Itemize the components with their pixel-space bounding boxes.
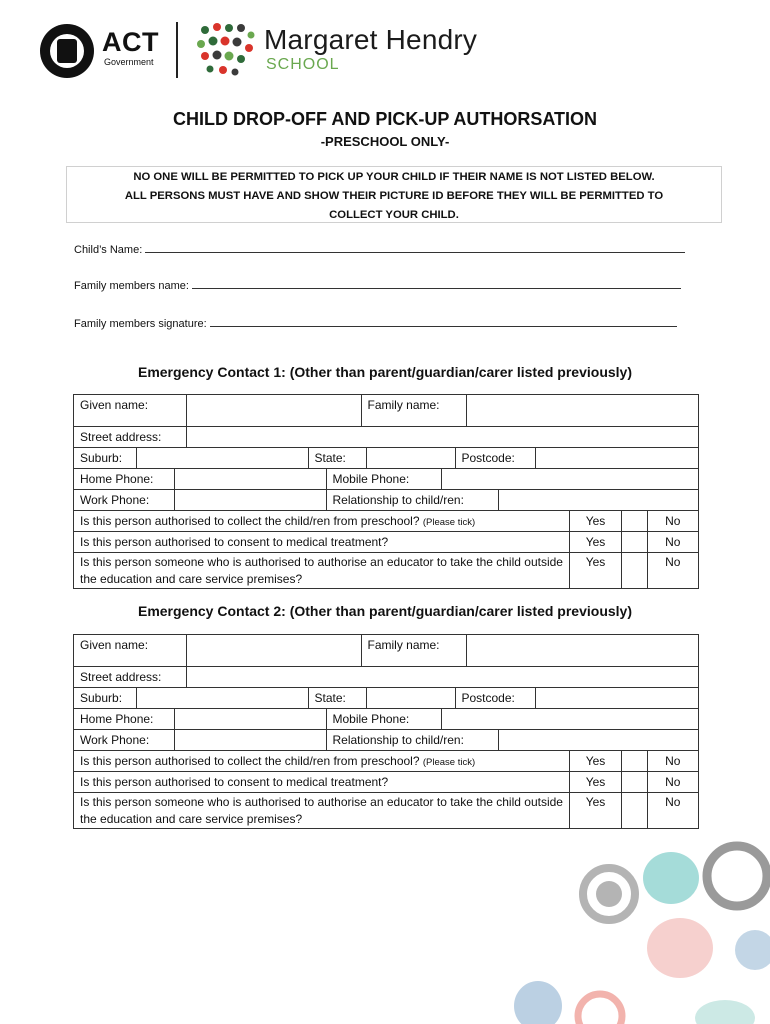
mobile-phone-input[interactable] bbox=[441, 469, 698, 489]
no-label: No bbox=[665, 775, 681, 789]
family-name-field bbox=[74, 278, 681, 293]
given-family-row bbox=[74, 635, 699, 666]
no-checkbox[interactable] bbox=[622, 532, 647, 552]
given-name-label: Given name: bbox=[74, 395, 186, 426]
no-cell bbox=[622, 511, 699, 532]
child-name-label: Child’s Name: bbox=[74, 244, 143, 256]
suburb-label: Suburb: bbox=[74, 688, 136, 708]
logo-divider bbox=[176, 22, 178, 78]
work-phone-input[interactable] bbox=[174, 490, 326, 510]
family-name-label: Family members name: bbox=[74, 280, 189, 292]
suburb-row bbox=[74, 448, 698, 468]
emergency-contact-2-table bbox=[73, 634, 699, 829]
state-input[interactable] bbox=[366, 448, 455, 468]
work-row bbox=[74, 490, 698, 510]
family-signature-label: Family members signature: bbox=[74, 318, 207, 330]
postcode-label: Postcode: bbox=[455, 448, 535, 468]
warning-line: ALL PERSONS MUST HAVE AND SHOW THEIR PICTURE ID BEFORE THEY WILL BE PERMITTED TO bbox=[124, 190, 664, 202]
warning-line: COLLECT YOUR CHILD. bbox=[329, 209, 459, 221]
family-signature-field bbox=[74, 316, 677, 331]
phone-row bbox=[74, 709, 698, 729]
state-input[interactable] bbox=[366, 688, 455, 708]
yes-checkbox[interactable]: Yes bbox=[570, 751, 622, 772]
act-logo-subtext: Government bbox=[104, 57, 154, 67]
state-label: State: bbox=[308, 688, 366, 708]
postcode-input[interactable] bbox=[535, 688, 698, 708]
home-phone-label: Home Phone: bbox=[74, 469, 174, 489]
home-phone-label: Home Phone: bbox=[74, 709, 174, 729]
no-checkbox[interactable] bbox=[622, 511, 647, 531]
question-medical: Is this person authorised to consent to medical treatment? bbox=[74, 532, 570, 553]
act-government-logo bbox=[40, 22, 170, 80]
act-logo-text: ACT bbox=[102, 27, 159, 57]
no-cell bbox=[622, 772, 699, 793]
yes-checkbox[interactable]: Yes bbox=[570, 793, 622, 829]
mobile-phone-label: Mobile Phone: bbox=[326, 709, 441, 729]
no-cell bbox=[622, 793, 699, 829]
suburb-row bbox=[74, 688, 698, 708]
postcode-label: Postcode: bbox=[455, 688, 535, 708]
suburb-label: Suburb: bbox=[74, 448, 136, 468]
family-name-label: Family name: bbox=[361, 395, 466, 426]
act-crest-icon bbox=[40, 24, 94, 78]
given-name-input[interactable] bbox=[186, 395, 361, 426]
work-phone-label: Work Phone: bbox=[74, 730, 174, 750]
relationship-input[interactable] bbox=[498, 490, 698, 510]
school-name: Margaret Hendry bbox=[264, 24, 478, 55]
home-phone-input[interactable] bbox=[174, 709, 326, 729]
no-checkbox[interactable] bbox=[622, 553, 647, 588]
state-label: State: bbox=[308, 448, 366, 468]
no-label: No bbox=[665, 754, 681, 768]
given-family-row bbox=[74, 395, 699, 426]
mobile-phone-input[interactable] bbox=[441, 709, 698, 729]
emergency-contact-1-heading: Emergency Contact 1: (Other than parent/guardian/carer listed previously) bbox=[137, 364, 632, 380]
family-name-label: Family name: bbox=[361, 635, 466, 666]
phone-row bbox=[74, 469, 698, 489]
no-cell bbox=[622, 532, 699, 553]
no-checkbox[interactable] bbox=[622, 772, 647, 792]
street-label: Street address: bbox=[74, 427, 186, 447]
family-signature-input[interactable] bbox=[210, 316, 677, 327]
work-row bbox=[74, 730, 698, 750]
mobile-phone-label: Mobile Phone: bbox=[326, 469, 441, 489]
no-cell bbox=[622, 553, 699, 589]
home-phone-input[interactable] bbox=[174, 469, 326, 489]
street-input[interactable] bbox=[186, 667, 698, 687]
question-outside-premises: Is this person someone who is authorised to authorise an educator to take the child outside the education and care service premises? bbox=[74, 553, 570, 589]
street-row bbox=[74, 427, 698, 447]
relationship-input[interactable] bbox=[498, 730, 698, 750]
suburb-input[interactable] bbox=[136, 448, 308, 468]
yes-checkbox[interactable]: Yes bbox=[570, 511, 622, 532]
given-name-label: Given name: bbox=[74, 635, 186, 666]
question-medical: Is this person authorised to consent to medical treatment? bbox=[74, 772, 570, 793]
decorative-circles-graphic bbox=[505, 838, 770, 1024]
work-phone-input[interactable] bbox=[174, 730, 326, 750]
family-name-input[interactable] bbox=[466, 635, 699, 666]
given-name-input[interactable] bbox=[186, 635, 361, 666]
emergency-contact-2-heading: Emergency Contact 2: (Other than parent/guardian/carer listed previously) bbox=[137, 603, 632, 619]
emergency-contact-1-table bbox=[73, 394, 699, 589]
yes-checkbox[interactable]: Yes bbox=[570, 532, 622, 553]
relationship-label: Relationship to child/ren: bbox=[326, 490, 498, 510]
no-label: No bbox=[665, 535, 681, 549]
yes-checkbox[interactable]: Yes bbox=[570, 553, 622, 589]
no-checkbox[interactable] bbox=[622, 751, 647, 771]
no-label: No bbox=[665, 555, 681, 569]
family-name-input[interactable] bbox=[466, 395, 699, 426]
question-collect: Is this person authorised to collect the child/ren from preschool? (Please tick) bbox=[74, 751, 570, 772]
question-collect: Is this person authorised to collect the child/ren from preschool? (Please tick) bbox=[74, 511, 570, 532]
no-label: No bbox=[665, 514, 681, 528]
street-input[interactable] bbox=[186, 427, 698, 447]
street-row bbox=[74, 667, 698, 687]
no-label: No bbox=[665, 795, 681, 809]
school-word: SCHOOL bbox=[266, 56, 340, 73]
page-title: CHILD DROP-OFF AND PICK-UP AUTHORSATION bbox=[173, 109, 597, 129]
work-phone-label: Work Phone: bbox=[74, 490, 174, 510]
question-outside-premises: Is this person someone who is authorised to authorise an educator to take the child outside the education and care service premises? bbox=[74, 793, 570, 829]
postcode-input[interactable] bbox=[535, 448, 698, 468]
warning-box bbox=[66, 166, 722, 223]
suburb-input[interactable] bbox=[136, 688, 308, 708]
page-subtitle: -PRESCHOOL ONLY- bbox=[320, 134, 450, 149]
warning-line: NO ONE WILL BE PERMITTED TO PICK UP YOUR CHILD IF THEIR NAME IS NOT LISTED BELOW. bbox=[133, 171, 655, 183]
no-checkbox[interactable] bbox=[622, 793, 647, 828]
yes-checkbox[interactable]: Yes bbox=[570, 772, 622, 793]
street-label: Street address: bbox=[74, 667, 186, 687]
relationship-label: Relationship to child/ren: bbox=[326, 730, 498, 750]
family-name-input[interactable] bbox=[192, 278, 681, 289]
child-name-field bbox=[74, 242, 685, 257]
school-logo-dots-icon bbox=[195, 22, 257, 80]
no-cell bbox=[622, 751, 699, 772]
child-name-input[interactable] bbox=[145, 242, 685, 253]
